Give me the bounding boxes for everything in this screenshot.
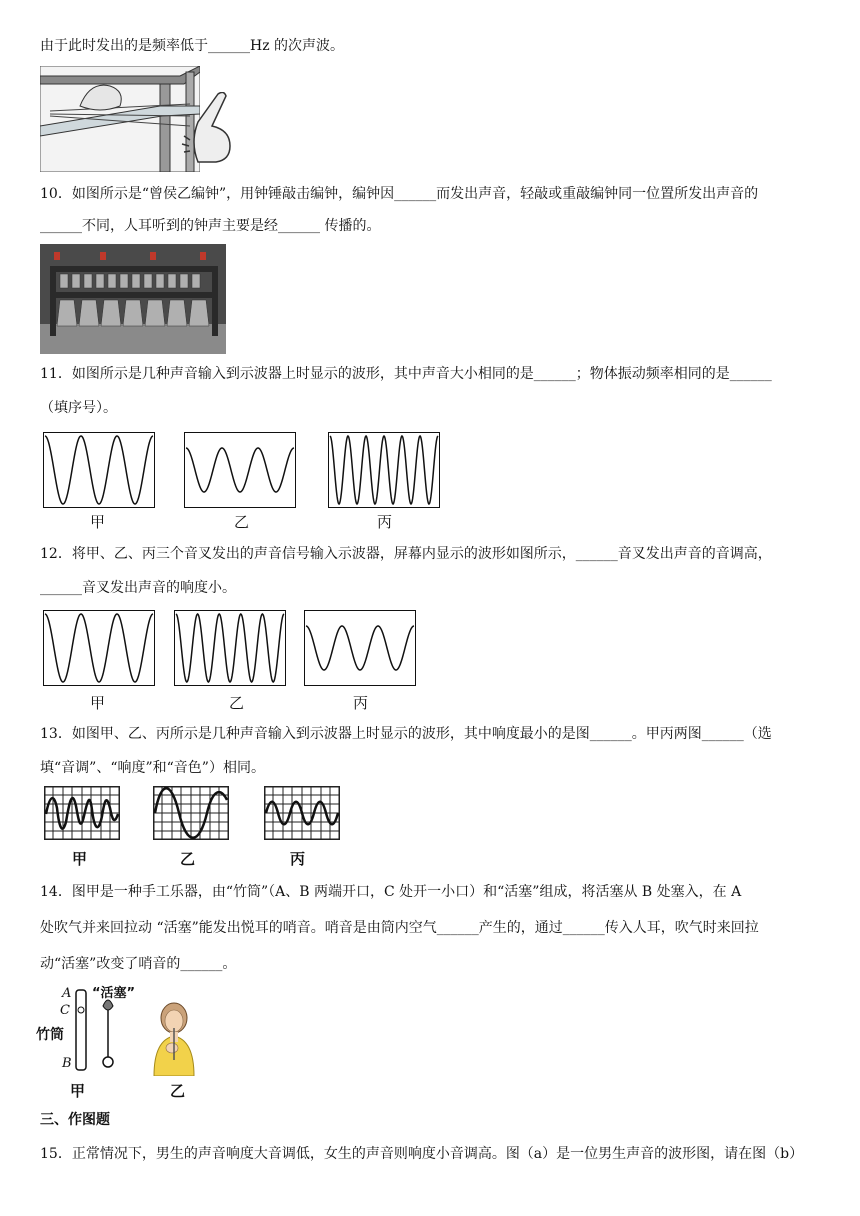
q13-text-line2: 填“音调”、“响度”和“音色”）相同。 bbox=[40, 760, 265, 776]
q12-text-line2: ______音叉发出声音的响度小。 bbox=[40, 580, 236, 596]
q10-text-line1: 10．如图所示是“曾侯乙编钟”，用钟锤敲击编钟，编钟因______而发出声音，轻敲或重敲编钟同一位置所发出声音的 bbox=[40, 186, 759, 202]
q15-text-line1: 15．正常情况下，男生的声音响度大音调低，女生的声音则响度小音调高。图（a）是一位男生声音的波形图，请在图（b） bbox=[40, 1146, 804, 1162]
q11-text-line1: 11．如图所示是几种声音输入到示波器上时显示的波形，其中声音大小相同的是______；物体振动频率相同的是______ bbox=[40, 366, 772, 382]
q12-label-jia: 甲 bbox=[90, 694, 106, 712]
q14-text-line1: 14．图甲是一种手工乐器，由“竹筒”（A、B 两端开口，C 处开一小口）和“活塞”组成，将活塞从 B 处塞入，在 A bbox=[40, 884, 742, 900]
finger-pluck-icon bbox=[178, 92, 238, 164]
q11-label-bing: 丙 bbox=[377, 513, 393, 531]
q13-waveform-yi bbox=[153, 786, 229, 840]
label-B: B bbox=[62, 1056, 72, 1071]
q9-text-end: 由于此时发出的是频率低于______Hz 的次声波。 bbox=[40, 38, 345, 54]
q12-label-bing: 丙 bbox=[353, 694, 369, 712]
q14-text-line2: 处吹气并来回拉动 “活塞”能发出悦耳的哨音。哨音是由筒内空气______产生的，通过______传入人耳，吹气时来回拉 bbox=[40, 920, 759, 936]
q14-text-line3: 动“活塞”改变了哨音的______。 bbox=[40, 956, 237, 972]
label-bamboo: 竹筒 bbox=[36, 1027, 64, 1043]
ruler-vibration-figure bbox=[40, 66, 200, 172]
q13-waveform-bing bbox=[264, 786, 340, 840]
q11-label-yi: 乙 bbox=[234, 513, 250, 531]
q11-text-line2: （填序号）。 bbox=[40, 400, 117, 416]
q10-text-line2: ______不同，人耳听到的钟声主要是经______ 传播的。 bbox=[40, 218, 381, 234]
q12-waveform-jia bbox=[43, 610, 155, 686]
q12-label-yi: 乙 bbox=[229, 694, 245, 712]
section-3-heading: 三、作图题 bbox=[40, 1112, 110, 1128]
label-piston: “活塞” bbox=[92, 986, 136, 1001]
q11-waveform-yi bbox=[184, 432, 296, 508]
q13-label-jia: 甲 bbox=[72, 850, 88, 868]
q13-label-bing: 丙 bbox=[290, 850, 306, 868]
q12-text-line1: 12．将甲、乙、丙三个音叉发出的声音信号输入示波器，屏幕内显示的波形如图所示，______音叉发出声音的音调高， bbox=[40, 546, 772, 562]
label-A: A bbox=[62, 986, 72, 1001]
q13-waveform-jia bbox=[44, 786, 120, 840]
q11-waveform-bing bbox=[328, 432, 440, 508]
girl-playing-whistle-illustration bbox=[146, 1000, 202, 1076]
q12-waveform-bing bbox=[304, 610, 416, 686]
q14-label-yi: 乙 bbox=[170, 1082, 186, 1100]
q12-waveform-yi bbox=[174, 610, 286, 686]
q11-label-jia: 甲 bbox=[90, 513, 106, 531]
bianzhong-bells-photo bbox=[40, 244, 226, 354]
q11-waveform-jia bbox=[43, 432, 155, 508]
label-C: C bbox=[60, 1003, 70, 1018]
q13-text-line1: 13．如图甲、乙、丙所示是几种声音输入到示波器上时显示的波形，其中响度最小的是图______。甲丙两图______（选 bbox=[40, 726, 772, 742]
q13-label-yi: 乙 bbox=[180, 850, 196, 868]
q14-label-jia: 甲 bbox=[70, 1082, 86, 1100]
